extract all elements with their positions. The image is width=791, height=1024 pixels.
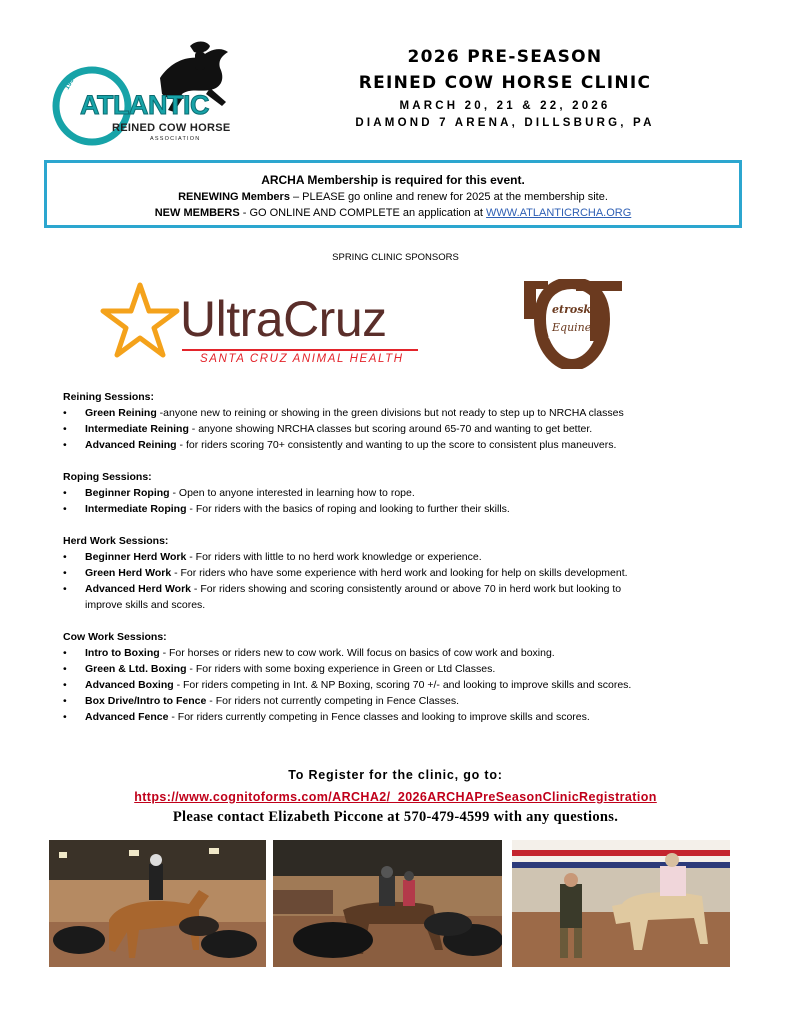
bullet-icon: • [63,583,67,595]
session-item [63,677,743,693]
session-name: Advanced Reining [85,439,177,451]
session-description: - For riders showing and scoring consistently around or above 70 in herd work but looking to [191,583,622,595]
session-description: - For riders with little to no herd work knowledge or experience. [186,551,482,563]
membership-link[interactable]: WWW.ATLANTICRCHA.ORG [486,207,632,219]
session-item [63,421,743,437]
ultracruz-tag: SANTA CRUZ ANIMAL HEALTH [200,353,404,365]
svg-text:1983: 1983 [63,74,78,91]
session-name: Box Drive/Intro to Fence [85,695,207,707]
session-list [63,389,743,741]
session-name: Beginner Roping [85,487,170,499]
new-members-line [47,205,739,221]
ultracruz-name: UltraCruz [180,291,387,347]
contact-line: Please contact Elizabeth Piccone at 570-479-4599 with any questions. [172,809,619,825]
bullet-icon: • [63,423,67,435]
session-description: - For riders with the basics of roping and looking to further their skills. [186,503,510,515]
sponsors-title: SPRING CLINIC SPONSORS [332,252,459,263]
session-section [63,533,743,613]
session-item [63,485,743,501]
session-item [63,437,743,453]
photo-instruction [512,840,730,967]
bullet-icon: • [63,567,67,579]
bullet-icon: • [63,487,67,499]
session-description: - For riders with some boxing experience in Green or Ltd Classes. [186,663,496,675]
session-item [63,645,743,661]
session-description: -anyone new to reining or showing in the green divisions but not ready to step up to NRCHA classes [156,407,624,419]
petrosk-line1: etrosk [552,303,592,316]
event-dates: MARCH 20, 21 & 22, 2026 [399,100,611,112]
renew-label: RENEWING Members [178,191,290,203]
bullet-icon: • [63,663,67,675]
session-item [63,405,743,421]
session-name: Advanced Herd Work [85,583,191,595]
ultracruz-logo [100,279,422,371]
bullet-icon: • [63,503,67,515]
bullet-icon: • [63,711,67,723]
event-header [270,44,740,132]
session-name: Advanced Boxing [85,679,174,691]
title-line1: 2026 PRE-SEASON [407,47,603,67]
new-label: NEW MEMBERS [154,207,240,219]
petrosk-line2: Equine [552,321,592,334]
bullet-icon: • [63,695,67,707]
photo-reining [49,840,266,967]
bullet-icon: • [63,551,67,563]
title-line2: REINED COW HORSE CLINIC [358,73,652,93]
session-name: Beginner Herd Work [85,551,187,563]
session-item [63,709,743,725]
session-name: Intro to Boxing [85,647,160,659]
renew-text: – PLEASE go online and renew for 2025 at the membership site. [289,191,608,203]
session-name: Advanced Fence [85,711,169,723]
session-description: - anyone showing NRCHA classes but scoring around 65-70 and wanting to get better. [188,423,593,435]
session-description: - Open to anyone interested in learning how to rope. [169,487,415,499]
session-item [63,549,743,565]
renewing-line [47,189,739,205]
bullet-icon: • [63,647,67,659]
session-section [63,469,743,517]
session-description: - For horses or riders new to cow work. Will focus on basics of cow work and boxing. [159,647,555,659]
photo-herd-work [273,840,502,967]
event-venue: DIAMOND 7 ARENA, DILLSBURG, PA [355,117,655,129]
star-icon [100,281,180,361]
session-name: Intermediate Roping [85,503,187,515]
bullet-icon: • [63,407,67,419]
session-description: - For riders currently competing in Fence classes and looking to improve skills and scores. [168,711,590,723]
session-item [63,693,743,709]
session-item [63,581,743,597]
section-title: Reining Sessions: [63,391,155,403]
section-title: Cow Work Sessions: [63,631,167,643]
atlantic-rcha-logo [50,38,250,153]
session-description: - For riders who have some experience with herd work and looking for help on skills development. [171,567,628,579]
register-prompt: To Register for the clinic, go to: [288,768,503,782]
section-title: Herd Work Sessions: [63,535,169,547]
session-description: - For riders competing in Int. & NP Boxing, scoring 70 +/- and looking to improve skills and scores. [173,679,632,691]
register-link[interactable]: https://www.cognitoforms.com/ARCHA2/_2026ARCHAPreSeasonClinicRegistration [134,790,657,804]
session-item [63,661,743,677]
session-section [63,389,743,453]
session-item [63,565,743,581]
bullet-icon: • [63,679,67,691]
new-text: - GO ONLINE AND COMPLETE an application at [239,207,487,219]
membership-notice [44,160,742,228]
session-description: - for riders scoring 70+ consistently and wanting to up the score to consistent plus maneuvers. [176,439,617,451]
logo-line2: REINED COW HORSE [112,122,231,134]
ultracruz-rule [182,349,418,351]
session-description: - For riders not currently competing in Fence Classes. [206,695,460,707]
membership-required: ARCHA Membership is required for this event. [261,173,525,187]
session-name: Intermediate Reining [85,423,189,435]
session-section [63,629,743,725]
session-name: Green Reining [85,407,157,419]
bullet-icon: • [63,439,67,451]
session-name: Green & Ltd. Boxing [85,663,187,675]
session-name: Green Herd Work [85,567,172,579]
section-title: Roping Sessions: [63,471,152,483]
registration-info [0,763,791,827]
session-item [63,501,743,517]
session-description-cont: improve skills and scores. [85,599,206,611]
petrosk-equine-logo [520,279,625,369]
logo-word: ATLANTIC [80,90,209,120]
logo-line3: ASSOCIATION [150,136,201,142]
